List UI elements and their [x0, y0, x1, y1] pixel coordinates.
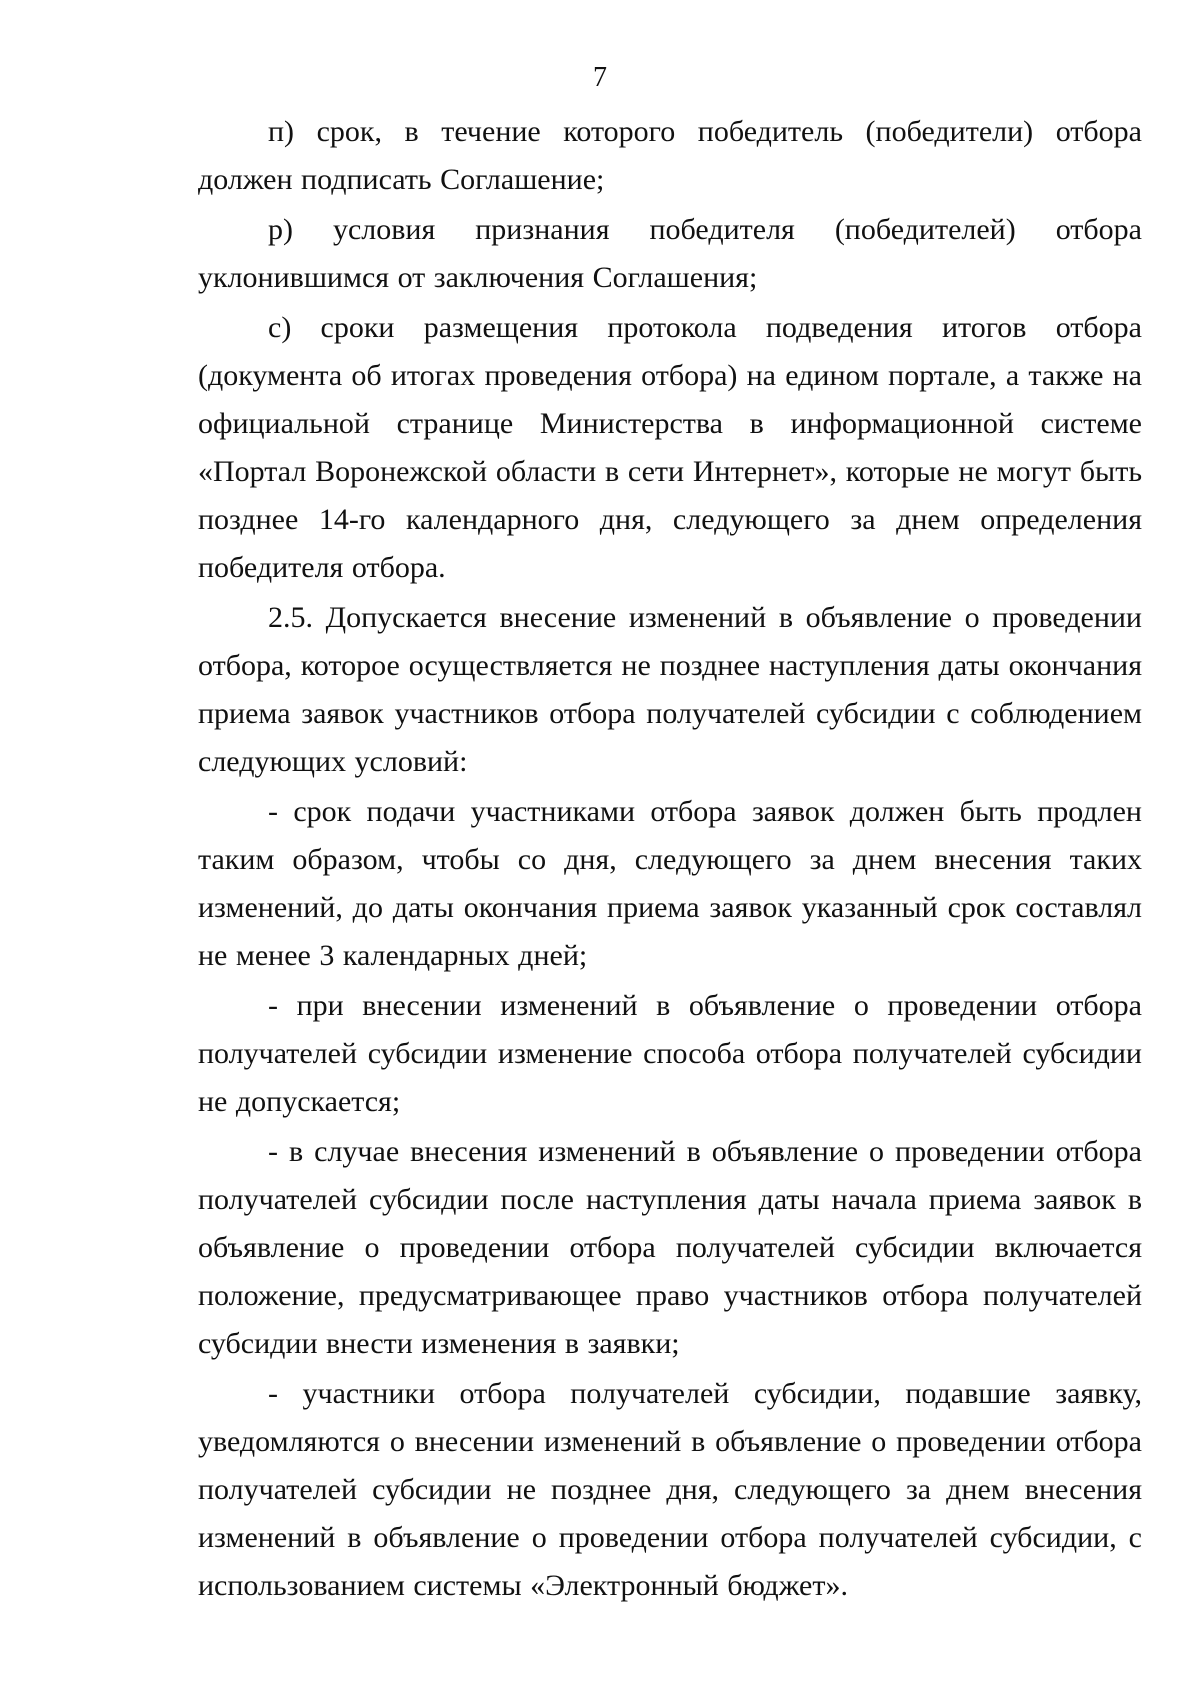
list-item-participant-notification: - участники отбора получателей субсидии, подавшие заявку, уведомляются о внесении изменений в объявление о проведении отбора получателей субсидии не позднее дня, следующего за днем внесения изменений в объявление о проведении отбора получателей субсидии, с использованием системы «Электронный бюджет».: [198, 1377, 1142, 1602]
paragraph-p-signing-deadline: п) срок, в течение которого победитель (победители) отбора должен подписать Соглашение;: [198, 115, 1142, 196]
paragraph-2-5-amendments: 2.5. Допускается внесение изменений в объявление о проведении отбора, которое осуществляется не позднее наступления даты окончания приема заявок участников отбора получателей субсидии с соблюдением следующих условий:: [198, 601, 1142, 778]
paragraph-r-evasion-conditions: р) условия признания победителя (победителей) отбора уклонившимся от заключения Соглашения;: [198, 213, 1142, 294]
list-item-application-changes: - в случае внесения изменений в объявление о проведении отбора получателей субсидии после наступления даты начала приема заявок в объявление о проведении отбора получателей субсидии включается положение, предусматривающее право участников отбора получателей субсидии внести изменения в заявки;: [198, 1135, 1142, 1360]
list-item-method-unchanged: - при внесении изменений в объявление о проведении отбора получателей субсидии изменение способа отбора получателей субсидии не допускается;: [198, 989, 1142, 1118]
document-body: [198, 108, 1142, 1612]
paragraph-s-protocol-deadlines: с) сроки размещения протокола подведения итогов отбора (документа об итогах проведения отбора) на едином портале, а также на официальной странице Министерства в информационной системе «Портал Воронежской области в сети Интернет», которые не могут быть позднее 14-го календарного дня, следующего за днем определения победителя отбора.: [198, 311, 1142, 584]
page-number: 7: [593, 62, 607, 93]
list-item-deadline-extension: - срок подачи участниками отбора заявок должен быть продлен таким образом, чтобы со дня, следующего за днем внесения таких изменений, до даты окончания приема заявок указанный срок составлял не менее 3 календарных дней;: [198, 795, 1142, 972]
